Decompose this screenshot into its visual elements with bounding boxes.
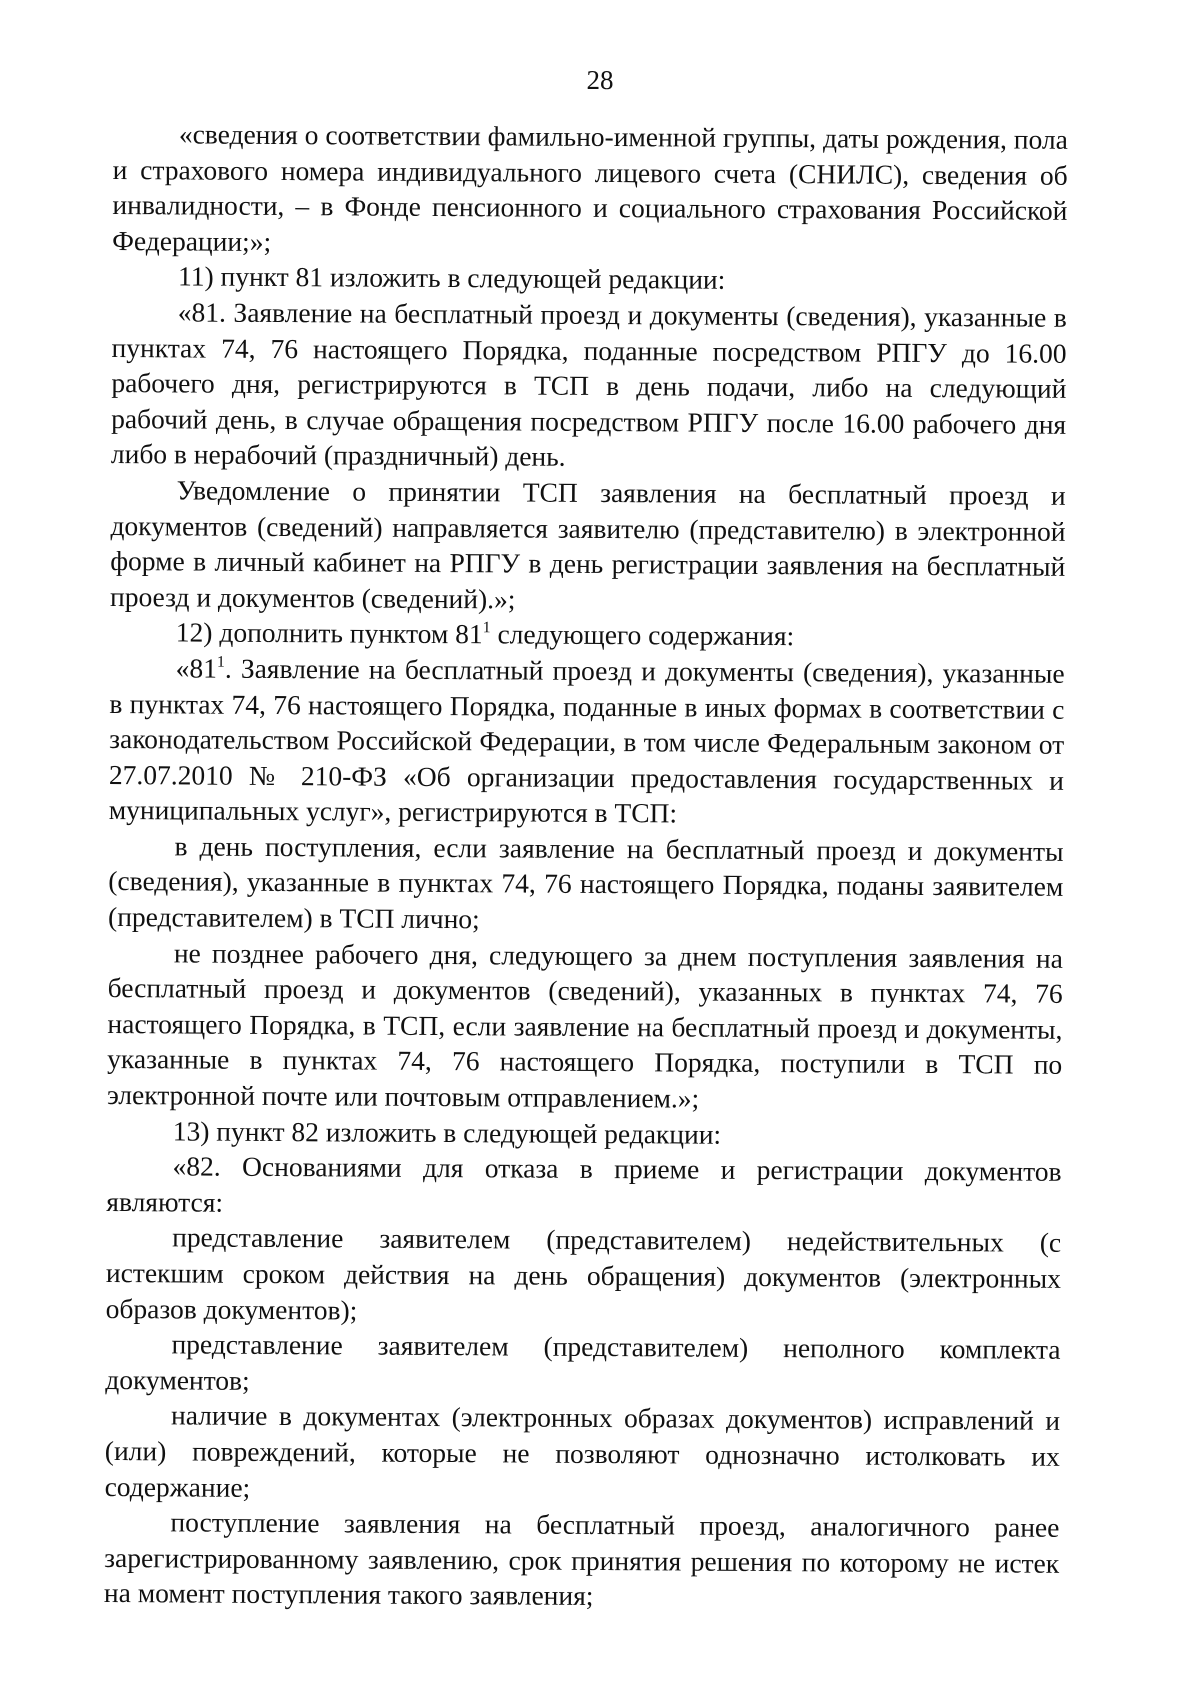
text-segment: следующего содержания: [490,618,795,652]
paragraph-by-mail: не позднее рабочего дня, следующего за днем поступления заявления на бесплатный проезд и документов (сведений), указанных в пунктах 74, 76 настоящего Порядка, в ТСП, если заявление на бесплатный проезд и документы, указанные в пунктах 74, 76 настоящего Порядка, поступили в ТСП по электронной почте или почтовым отправлением.»; [106,937,1063,1114]
paragraph-item-12 [110,614,1065,655]
paragraph-invalid-docs: представление заявителем (представителем) недействительных (с истекшим сроком действия на день обращения) документов (электронных образов документов); [105,1221,1062,1326]
superscript: 1 [216,653,225,671]
superscript: 1 [482,619,491,637]
page-number: 28 [586,65,614,95]
paragraph-item-11: 11) пункт 81 изложить в следующей редакции: [177,260,726,296]
paragraph-notification: Уведомление о принятии ТСП заявления на бесплатный проезд и документов (сведений) направляется заявителю (представителю) в электронной форме в личный кабинет на РПГУ в день регистрации заявления на бесплатный проезд и документов (сведений).»; [109,474,1066,615]
paragraph-incomplete-docs: представление заявителем (представителем) неполного комплекта документов; [105,1328,1061,1396]
paragraph-duplicate: поступление заявления на бесплатный проезд, аналогичного ранее зарегистрированному заявлению, срок принятия решения по которому не истек на момент поступления такого заявления; [103,1506,1060,1612]
text-segment: «81 [175,652,217,684]
paragraph-snils-info: «сведения о соответствии фамильно-именной группы, даты рождения, пола и страхового номера индивидуального лицевого счета (СНИЛС), сведения об инвалидности, – в Фонде пенсионного и социального страхования Российской Федерации;»; [112,118,1068,257]
paragraph-clause-81: «81. Заявление на бесплатный проезд и документы (сведения), указанные в пунктах 74, 76 настоящего Порядка, поданные посредством РПГУ до 16.00 рабочего дня, регистрируются в ТСП в день подачи, либо на следующий рабочий день, в случае обращения посредством РПГУ после 16.00 рабочего дня либо в нерабочий (праздничный) день. [110,296,1067,473]
paragraph-corrections: наличие в документах (электронных образах документов) исправлений и (или) повреждений, которые не позволяют однозначно истолковать их содержание; [104,1399,1061,1503]
paragraph-item-13: 13) пункт 82 изложить в следующей редакции: [172,1115,722,1150]
text-segment: 12) дополнить пунктом 81 [175,616,483,650]
paragraph-clause-81-1 [109,650,1065,834]
text-segment: . Заявление на бесплатный проезд и документы (сведения), указанные в пунктах 74, 76 настоящего Порядка, поданные в иных формах в соответствии с законодательством Российской Федерации, в том числе Федеральным законом от 27.07.2010 № 210-ФЗ «Об организации предоставления государственных и муниципальных услуг», регистрируются в ТСП: [108,652,1065,829]
paragraph-clause-82: «82. Основаниями для отказа в приеме и регистрации документов являются: [106,1150,1062,1218]
paragraph-in-person: в день поступления, если заявление на бесплатный проезд и документы (сведения), указанные в пунктах 74, 76 настоящего Порядка, поданы заявителем (представителем) в ТСП лично; [108,830,1064,935]
document-body [104,116,1068,1617]
